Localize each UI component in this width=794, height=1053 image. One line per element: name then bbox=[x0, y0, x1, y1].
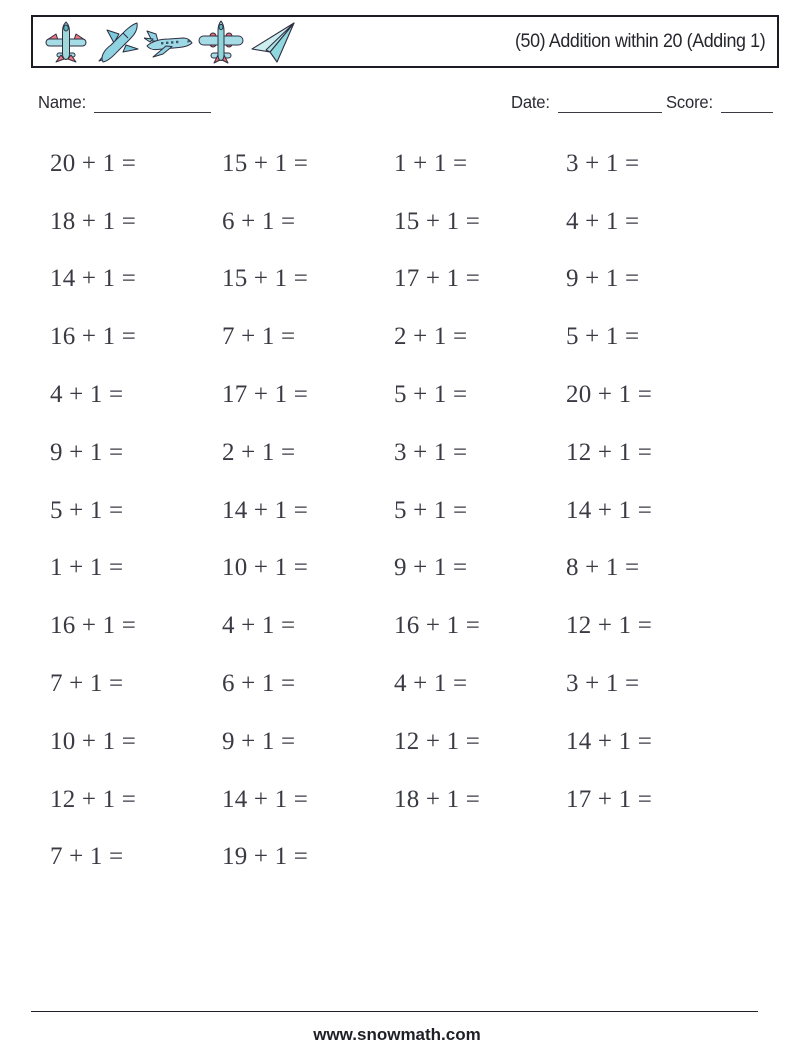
problem: 6 + 1 = bbox=[222, 670, 296, 698]
worksheet-title: (50) Addition within 20 (Adding 1) bbox=[514, 30, 765, 52]
problem: 12 + 1 = bbox=[566, 438, 653, 466]
plane-top-wide-icon bbox=[197, 20, 245, 64]
problem: 10 + 1 = bbox=[50, 727, 137, 755]
problem: 1 + 1 = bbox=[394, 149, 468, 177]
problem: 12 + 1 = bbox=[50, 785, 137, 813]
problem: 17 + 1 = bbox=[394, 265, 481, 293]
problem: 9 + 1 = bbox=[50, 438, 124, 466]
problem: 7 + 1 = bbox=[222, 323, 296, 351]
problem: 16 + 1 = bbox=[394, 612, 481, 640]
problem: 14 + 1 = bbox=[222, 496, 309, 524]
problems-grid bbox=[50, 135, 750, 886]
problem: 15 + 1 = bbox=[222, 265, 309, 293]
problem: 5 + 1 = bbox=[394, 496, 468, 524]
problem: 2 + 1 = bbox=[394, 323, 468, 351]
problem: 4 + 1 = bbox=[566, 207, 640, 235]
problem: 20 + 1 = bbox=[50, 149, 137, 177]
problem: 2 + 1 = bbox=[222, 438, 296, 466]
problem: 3 + 1 = bbox=[566, 149, 640, 177]
airplane-icons-row bbox=[42, 20, 298, 64]
problem: 19 + 1 = bbox=[222, 843, 309, 871]
score-label: Score: bbox=[666, 92, 713, 112]
problem: 12 + 1 = bbox=[394, 727, 481, 755]
problem: 9 + 1 = bbox=[222, 727, 296, 755]
problem: 18 + 1 = bbox=[50, 207, 137, 235]
problem: 17 + 1 = bbox=[222, 381, 309, 409]
problem: 15 + 1 = bbox=[222, 149, 309, 177]
problem: 14 + 1 = bbox=[566, 496, 653, 524]
name-field-group bbox=[38, 92, 211, 113]
footer-divider bbox=[31, 1011, 758, 1012]
score-field-group bbox=[666, 92, 773, 113]
problem: 16 + 1 = bbox=[50, 612, 137, 640]
header-box bbox=[31, 15, 779, 68]
problem: 8 + 1 = bbox=[566, 554, 640, 582]
problem: 12 + 1 = bbox=[566, 612, 653, 640]
jet-ascending-icon bbox=[93, 20, 141, 64]
problem: 9 + 1 = bbox=[394, 554, 468, 582]
problem: 20 + 1 = bbox=[566, 381, 653, 409]
problem: 4 + 1 = bbox=[222, 612, 296, 640]
date-label: Date: bbox=[511, 92, 550, 112]
name-label: Name: bbox=[38, 92, 87, 112]
field-row bbox=[0, 92, 794, 118]
problem: 5 + 1 = bbox=[566, 323, 640, 351]
problem: 16 + 1 = bbox=[50, 323, 137, 351]
problem: 1 + 1 = bbox=[50, 554, 124, 582]
airliner-side-icon bbox=[144, 20, 194, 64]
problem: 15 + 1 = bbox=[394, 207, 481, 235]
problem: 17 + 1 = bbox=[566, 785, 653, 813]
problem: 10 + 1 = bbox=[222, 554, 309, 582]
date-blank-line[interactable] bbox=[558, 97, 662, 113]
problem: 5 + 1 = bbox=[394, 381, 468, 409]
problem: 3 + 1 = bbox=[566, 670, 640, 698]
problem: 6 + 1 = bbox=[222, 207, 296, 235]
problem: 18 + 1 = bbox=[394, 785, 481, 813]
problem: 4 + 1 = bbox=[394, 670, 468, 698]
problem: 9 + 1 = bbox=[566, 265, 640, 293]
problem: 5 + 1 = bbox=[50, 496, 124, 524]
problem: 4 + 1 = bbox=[50, 381, 124, 409]
problem: 14 + 1 = bbox=[566, 727, 653, 755]
problem: 7 + 1 = bbox=[50, 670, 124, 698]
date-field-group bbox=[511, 92, 662, 113]
problem: 14 + 1 = bbox=[222, 785, 309, 813]
name-blank-line[interactable] bbox=[94, 97, 211, 113]
paper-plane-icon bbox=[248, 20, 298, 64]
footer-url: www.snowmath.com bbox=[313, 1025, 481, 1044]
score-blank-line[interactable] bbox=[721, 97, 773, 113]
problem: 14 + 1 = bbox=[50, 265, 137, 293]
problem: 3 + 1 = bbox=[394, 438, 468, 466]
problem: 7 + 1 = bbox=[50, 843, 124, 871]
plane-top-icon bbox=[42, 20, 90, 64]
